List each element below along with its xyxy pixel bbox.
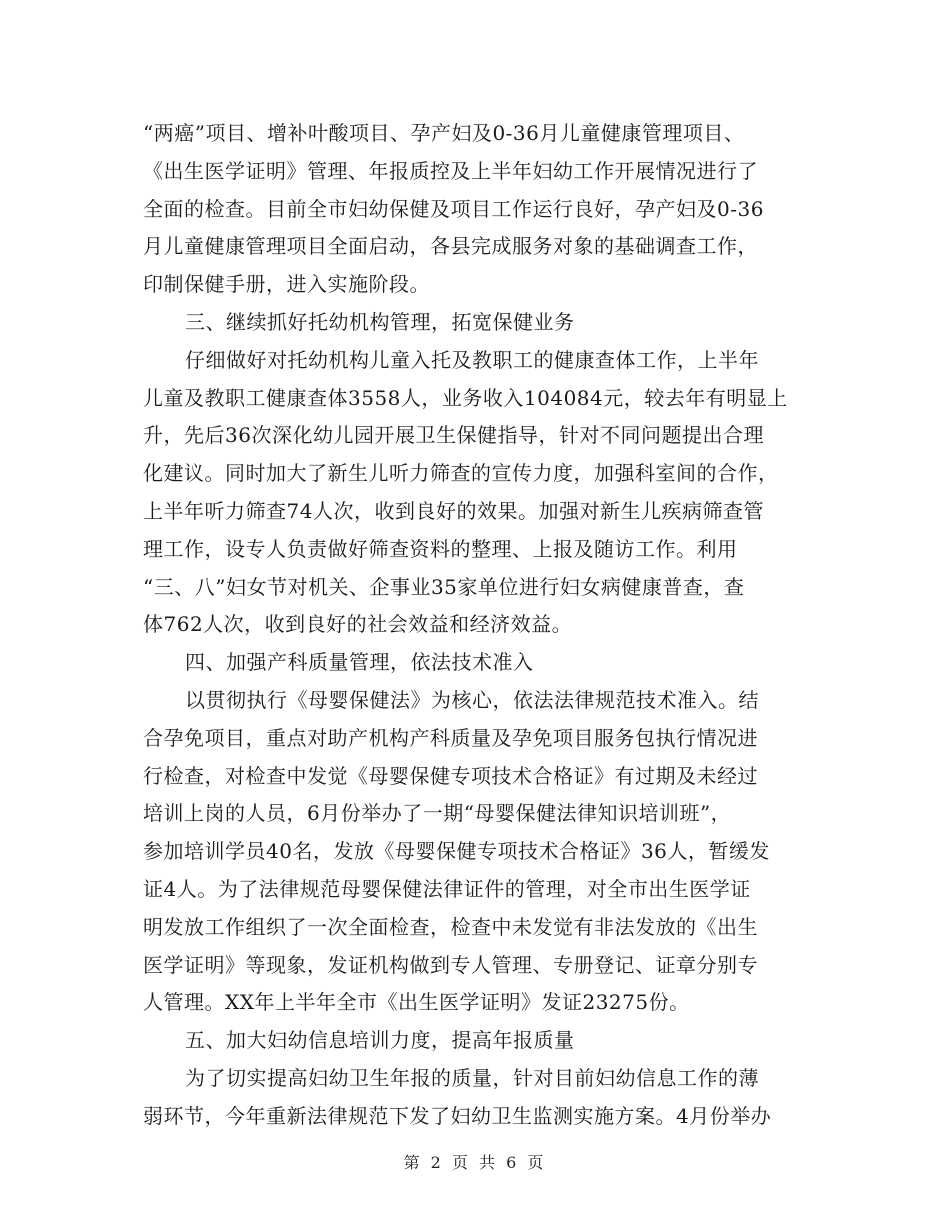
text-line: 合孕免项目，重点对助产机构产科质量及孕免项目服务包执行情况进: [143, 725, 758, 750]
text-line: 行检查，对检查中发觉《母婴保健专项技术合格证》有过期及未经过: [143, 763, 758, 788]
paragraph-start-line: 为了切实提高妇幼卫生年报的质量，针对目前妇幼信息工作的薄: [185, 1065, 759, 1090]
text-line: 参加培训学员40名，发放《母婴保健专项技术合格证》36人，暂缓发: [143, 839, 770, 864]
text-line: 证4人。为了法律规范母婴保健法律证件的管理，对全市出生医学证: [143, 876, 751, 901]
text-line: 化建议。同时加大了新生儿听力筛查的宣传力度，加强科室间的合作，: [143, 461, 779, 486]
text-line: “三、八”妇女节对机关、企事业35家单位进行妇女病健康普查，查: [143, 574, 745, 599]
text-line: 上半年听力筛查74人次，收到良好的效果。加强对新生儿疾病筛查管: [143, 498, 764, 523]
paragraph-start-line: 仔细做好对托幼机构儿童入托及教职工的健康查体工作，上半年: [185, 347, 759, 372]
text-line: 月儿童健康管理项目全面启动，各县完成服务对象的基础调查工作，: [143, 234, 758, 259]
paragraph-start-line: 五、加大妇幼信息培训力度，提高年报质量: [185, 1028, 575, 1053]
text-line: “两癌”项目、增补叶酸项目、孕产妇及0-36月儿童健康管理项目、: [143, 121, 745, 145]
text-line: 理工作，设专人负责做好筛查资料的整理、上报及随访工作。利用: [143, 536, 738, 561]
text-line: 全面的检查。目前全市妇幼保健及项目工作运行良好，孕产妇及0-36: [143, 196, 764, 221]
page-number-footer: 第 2 页 共 6 页: [403, 1153, 547, 1172]
paragraph-start-line: 四、加强产科质量管理，依法技术准入: [185, 650, 534, 675]
text-line: 培训上岗的人员，6月份举办了一期“母婴保健法律知识培训班”，: [143, 801, 732, 826]
paragraph-start-line: 以贯彻执行《母婴保健法》为核心，依法法律规范技术准入。结: [185, 687, 759, 712]
paragraph-start-line: 三、继续抓好托幼机构管理，拓宽保健业务: [185, 309, 575, 334]
text-line: 印制保健手册，进入实施阶段。: [143, 272, 430, 297]
text-line: 弱环节，今年重新法律规范下发了妇幼卫生监测实施方案。4月份举办: [143, 1103, 772, 1128]
document-body: [143, 115, 808, 1136]
text-line: 儿童及教职工健康查体3558人，业务收入104084元，较去年有明显上: [143, 385, 788, 410]
text-line: 升，先后36次深化幼儿园开展卫生保健指导，针对不同问题提出合理: [143, 423, 764, 448]
text-line: 《出生医学证明》管理、年报质控及上半年妇幼工作开展情况进行了: [143, 158, 758, 183]
text-line: 体762人次，收到良好的社会效益和经济效益。: [143, 612, 573, 637]
text-line: 医学证明》等现象，发证机构做到专人管理、专册登记、证章分别专: [143, 952, 758, 977]
text-line: 人管理。XX年上半年全市《出生医学证明》发证23275份。: [143, 990, 690, 1015]
text-line: 明发放工作组织了一次全面检查，检查中未发觉有非法发放的《出生: [143, 914, 758, 939]
